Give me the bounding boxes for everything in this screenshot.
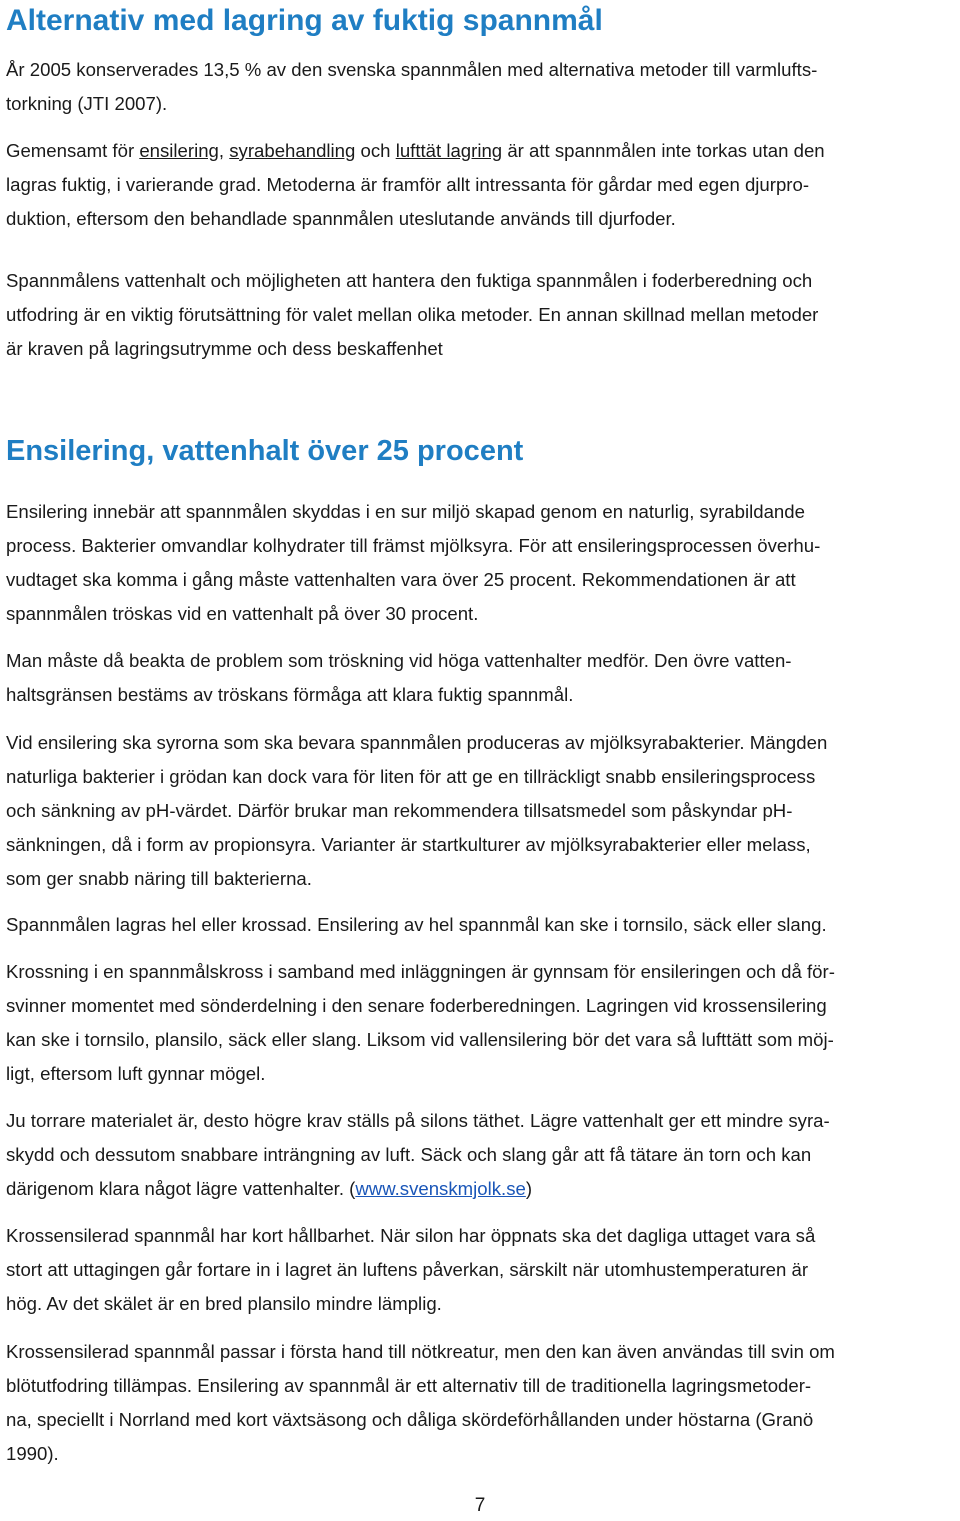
text-line: haltsgränsen bestäms av tröskans förmåga att klara fuktig spannmål. (6, 684, 574, 705)
text-line (6, 134, 954, 168)
section-heading: Ensilering, vattenhalt över 25 procent (6, 435, 524, 467)
section-paragraph-5 (6, 955, 954, 1091)
text-line (6, 1172, 954, 1206)
text-fragment: är att spannmålen inte torkas utan den (502, 140, 825, 161)
text-line: kan ske i tornsilo, plansilo, säck eller slang. Liksom vid vallensilering bör det vara så lufttätt som möj- (6, 1029, 834, 1050)
intro-paragraph-1 (6, 53, 954, 121)
section-paragraph-4 (6, 908, 954, 942)
text-line: Spannmålens vattenhalt och möjligheten att hantera den fuktiga spannmålen i foderberedning och (6, 270, 813, 291)
page-number: 7 (474, 1495, 486, 1516)
text-line: Spannmålen lagras hel eller krossad. Ensilering av hel spannmål kan ske i tornsilo, säck eller slang. (6, 914, 827, 935)
text-line: Krossning i en spannmålskross i samband med inläggningen är gynnsam för ensileringen och då för- (6, 961, 835, 982)
text-line: och sänkning av pH-värdet. Därför brukar man rekommendera tillsatsmedel som påskyndar pH- (6, 800, 793, 821)
section-paragraph-1 (6, 495, 954, 631)
text-fragment: , (218, 140, 230, 161)
text-line: är kraven på lagringsutrymme och dess beskaffenhet (6, 338, 443, 359)
text-line: vudtaget ska komma i gång måste vattenhalten vara över 25 procent. Rekommendationen är att (6, 569, 796, 590)
text-line: lagras fuktig, i varierande grad. Metoderna är framför allt intressanta för gårdar med egen djurpro- (6, 174, 810, 195)
source-link[interactable]: www.svenskmjolk.se (355, 1178, 526, 1199)
text-line: 1990). (6, 1443, 59, 1464)
page-title: Alternativ med lagring av fuktig spannmål (6, 4, 603, 37)
text-fragment: Gemensamt för (6, 140, 140, 161)
text-line: År 2005 konserverades 13,5 % av den svenska spannmålen med alternativa metoder till varmlufts- (6, 59, 818, 80)
text-line: sänkningen, då i form av propionsyra. Varianter är startkulturer av mjölksyrabakterier eller melass, (6, 834, 811, 855)
text-line: Krossensilerad spannmål har kort hållbarhet. När silon har öppnats ska det dagliga uttaget vara så (6, 1225, 816, 1246)
text-line: torkning (JTI 2007). (6, 93, 168, 114)
text-line: Ensilering innebär att spannmålen skyddas i en sur miljö skapad genom en naturlig, syrabildande (6, 501, 805, 522)
text-line: Man måste då beakta de problem som tröskning vid höga vattenhalter medför. Den övre vatten- (6, 650, 792, 671)
text-fragment: och (355, 140, 396, 161)
intro-paragraph-3 (6, 264, 954, 366)
term-lufttat-lagring: lufttät lagring (395, 140, 503, 161)
text-line: naturliga bakterier i grödan kan dock vara för liten för att ge en tillräckligt snabb ensileringsprocess (6, 766, 816, 787)
text-line: som ger snabb näring till bakterierna. (6, 868, 312, 889)
text-line: hög. Av det skälet är en bred plansilo mindre lämplig. (6, 1293, 442, 1314)
term-ensilering: ensilering (139, 140, 219, 161)
intro-paragraph-2 (6, 134, 954, 236)
text-line: utfodring är en viktig förutsättning för valet mellan olika metoder. En annan skillnad mellan metoder (6, 304, 819, 325)
text-fragment: ) (525, 1178, 533, 1199)
section-paragraph-8 (6, 1335, 954, 1471)
text-line: Krossensilerad spannmål passar i första hand till nötkreatur, men den kan även användas till svin om (6, 1341, 835, 1362)
term-syrabehandling: syrabehandling (229, 140, 356, 161)
text-line: Vid ensilering ska syrorna som ska bevara spannmålen produceras av mjölksyrabakterier. Mängden (6, 732, 828, 753)
text-line: blötutfodring tillämpas. Ensilering av spannmål är ett alternativ till de traditionella lagringsmetoder- (6, 1375, 812, 1396)
section-paragraph-3 (6, 726, 954, 896)
text-line: skydd och dessutom snabbare inträngning av luft. Säck och slang går att få tätare än torn och kan (6, 1144, 812, 1165)
section-paragraph-2 (6, 644, 954, 712)
text-line: Ju torrare materialet är, desto högre krav ställs på silons täthet. Lägre vattenhalt ger ett mindre syra- (6, 1110, 830, 1131)
text-line: ligt, eftersom luft gynnar mögel. (6, 1063, 266, 1084)
text-line: stort att uttagingen går fortare in i lagret än luftens påverkan, särskilt när utomhustemperaturen är (6, 1259, 809, 1280)
text-line: duktion, eftersom den behandlade spannmålen uteslutande används till djurfoder. (6, 208, 676, 229)
text-line: svinner momentet med sönderdelning i den senare foderberedningen. Lagringen vid krossensilering (6, 995, 827, 1016)
section-paragraph-7 (6, 1219, 954, 1321)
text-fragment: därigenom klara något lägre vattenhalter. ( (6, 1178, 356, 1199)
section-paragraph-6 (6, 1104, 954, 1206)
text-line: process. Bakterier omvandlar kolhydrater till främst mjölksyra. För att ensileringsprocessen överhu- (6, 535, 821, 556)
text-line: spannmålen tröskas vid en vattenhalt på över 30 procent. (6, 603, 479, 624)
text-line: na, speciellt i Norrland med kort växtsäsong och dåliga skördeförhållanden under höstarna (Granö (6, 1409, 814, 1430)
